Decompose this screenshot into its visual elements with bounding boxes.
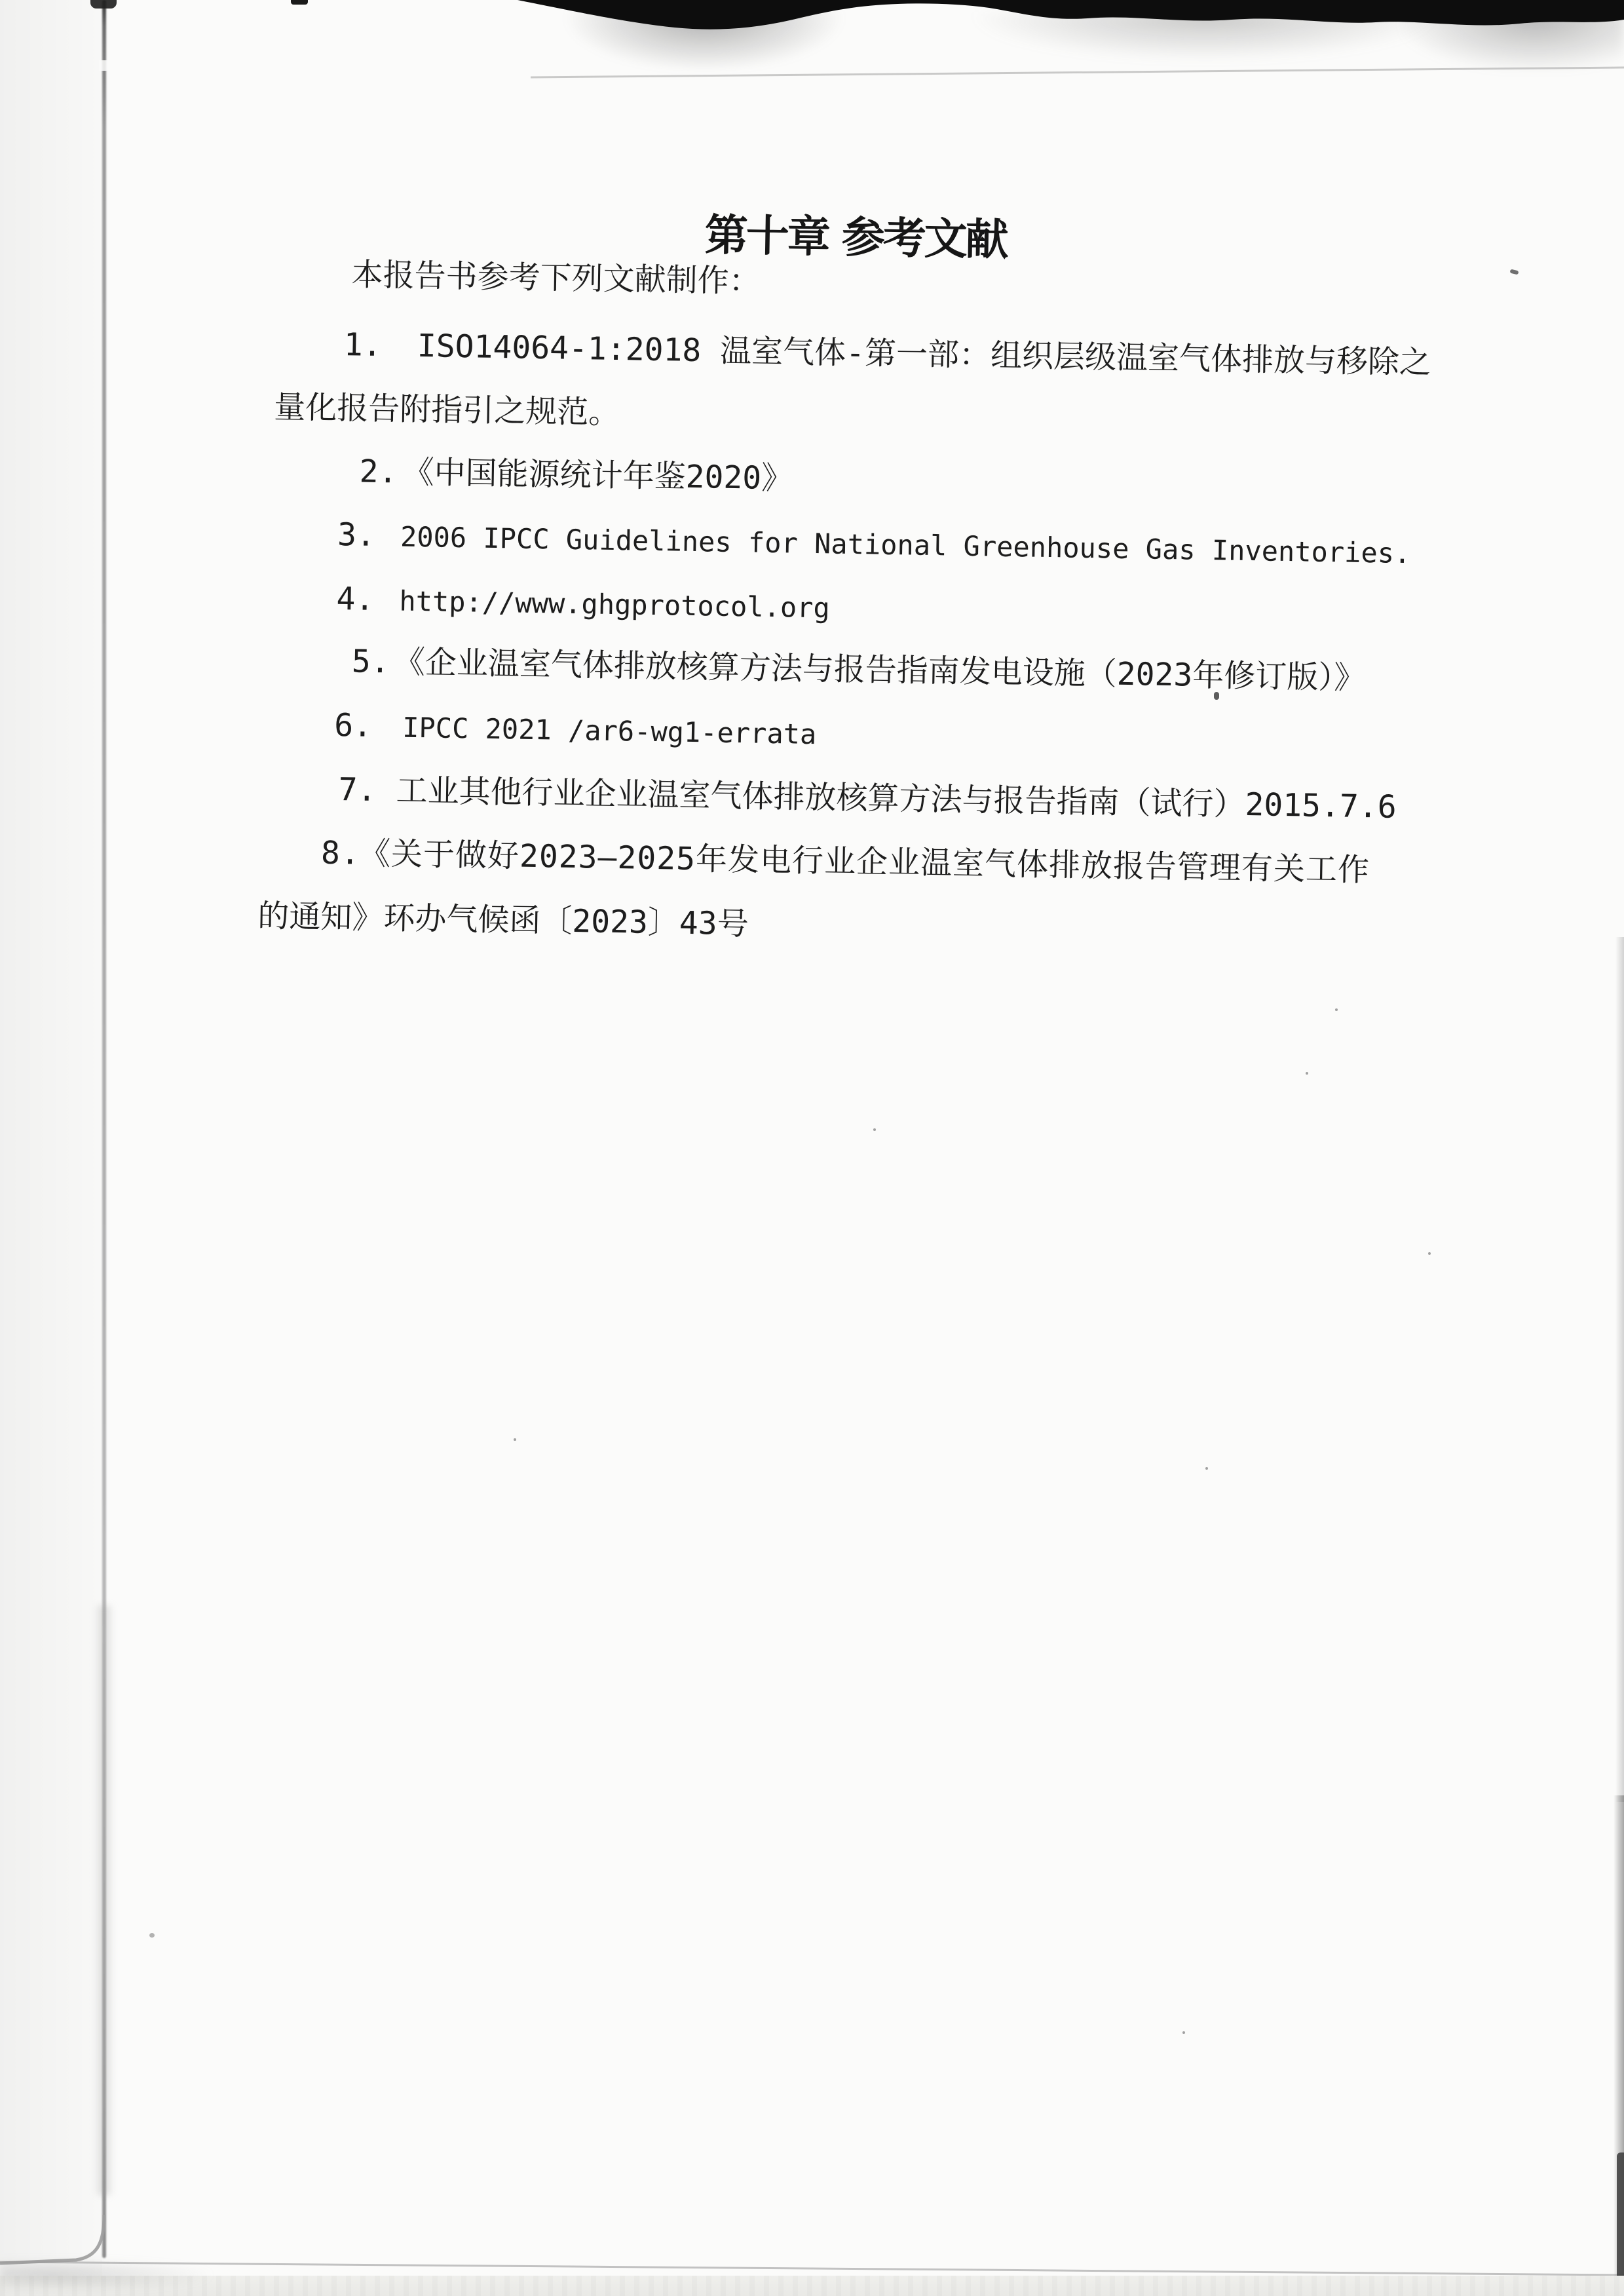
reference-item-3 xyxy=(337,517,1411,571)
reference-item-8-line-2: 的通知》环办气候函〔2023〕43号 xyxy=(257,898,749,943)
reference-1-number: 1. xyxy=(343,326,383,364)
reference-3-number: 3. xyxy=(337,516,376,554)
reference-8-number: 8. xyxy=(320,834,361,872)
scan-right-edge-shadow-lower xyxy=(1614,1795,1624,2296)
reference-5-number: 5. xyxy=(351,643,390,681)
reference-1-text: ISO14064-1:2018 温室气体-第一部：组织层级温室气体排放与移除之 xyxy=(417,327,1431,381)
reference-8-text: 《关于做好2023—2025年发电行业企业温室气体排放报告管理有关工作 xyxy=(358,835,1370,889)
reference-5-text: 《企业温室气体排放核算方法与报告指南发电设施（2023年修订版）》 xyxy=(393,643,1366,697)
reference-2-text: 《中国能源统计年鉴2020》 xyxy=(402,453,793,497)
reference-item-7 xyxy=(338,772,1397,826)
reference-4-number: 4. xyxy=(336,580,375,618)
reference-7-number: 7. xyxy=(338,771,377,809)
reference-6-number: 6. xyxy=(333,706,373,744)
reference-2-number: 2. xyxy=(359,453,398,491)
reference-3-text: 2006 IPCC Guidelines for National Greenhouse Gas Inventories. xyxy=(400,520,1411,570)
scan-right-edge-shadow-upper xyxy=(1615,937,1624,1802)
reference-4-text: http://www.ghgprotocol.org xyxy=(399,584,831,624)
reference-item-4 xyxy=(336,581,830,626)
chapter-title: 第十章 参考文献 xyxy=(704,210,1008,265)
intro-line: 本报告书参考下列文献制作： xyxy=(351,256,761,300)
reference-6-text: IPCC 2021 /ar6-wg1-errata xyxy=(402,711,817,751)
reference-item-1-line-2: 量化报告附指引之规范。 xyxy=(273,389,620,432)
reference-item-5 xyxy=(351,643,1365,697)
reference-item-1-line-1 xyxy=(343,327,1431,381)
scan-right-edge-dark-strip xyxy=(1617,2152,1624,2296)
reference-item-6 xyxy=(334,708,817,752)
reference-item-8-line-1 xyxy=(321,835,1370,889)
reference-item-2 xyxy=(359,454,793,497)
reference-7-text: 工业其他行业企业温室气体排放核算方法与报告指南（试行）2015.7.6 xyxy=(396,772,1397,826)
